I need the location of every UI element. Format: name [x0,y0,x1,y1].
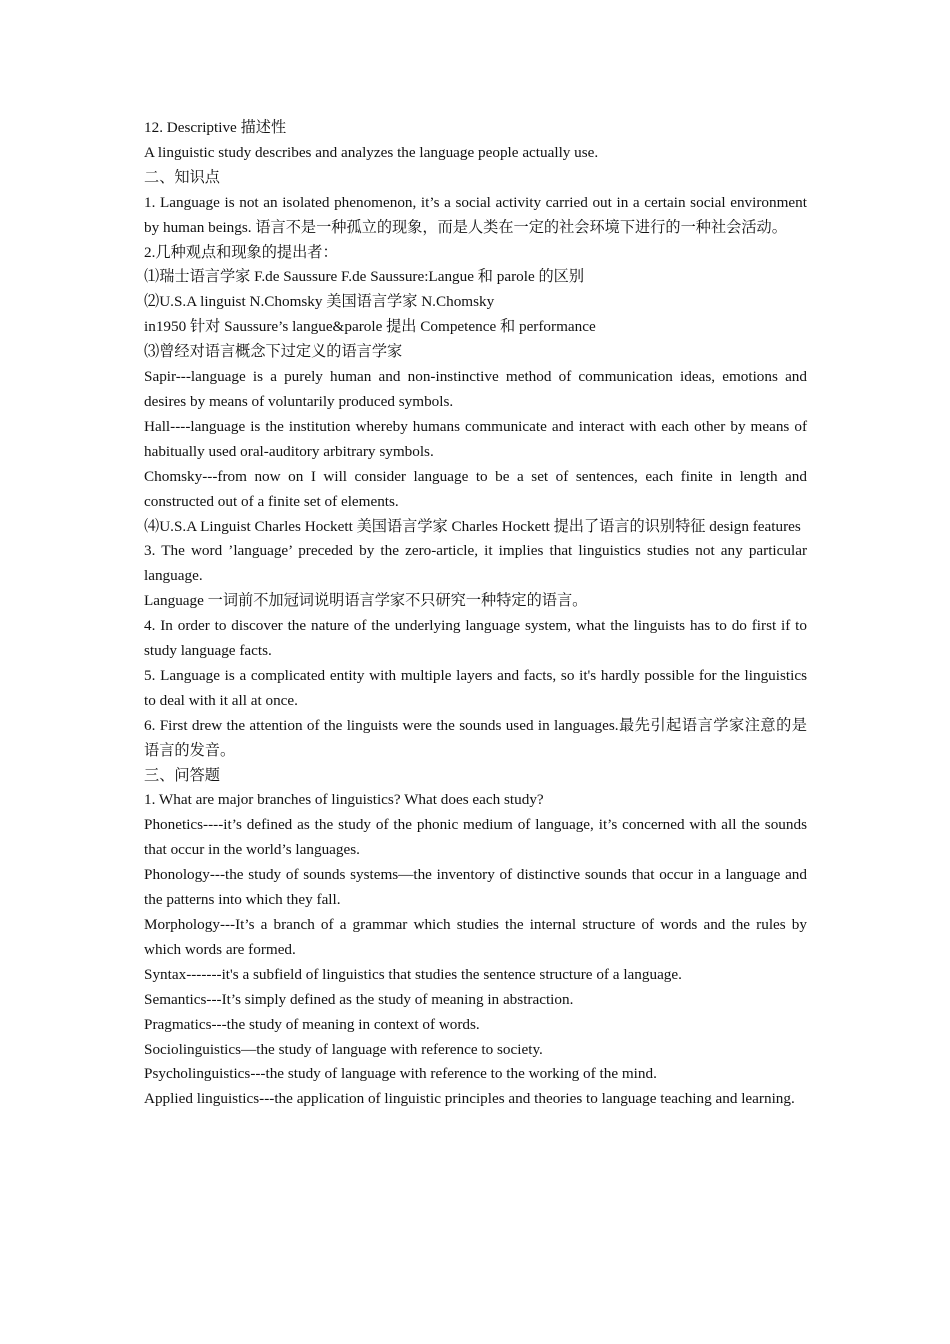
paragraph-point-5: 5. Language is a complicated entity with multiple layers and facts, so it's hardly possible for the linguistics to deal with it all at once. [144,666,807,709]
answer-pragmatics: Pragmatics---the study of meaning in context of words. [144,1015,480,1033]
section-heading-questions: 三、问答题 [144,766,220,784]
answer-phonology: Phonology---the study of sounds systems—the inventory of distinctive sounds that occur in a language and the patterns into which they fall. [144,866,807,909]
paragraph-descriptive-definition: A linguistic study describes and analyzes the language people actually use. [144,143,599,161]
answer-phonetics: Phonetics----it’s defined as the study of the phonic medium of language, it’s concerned with all the sounds that occur in the world’s languages. [144,816,807,859]
heading-descriptive: 12. Descriptive 描述性 [144,119,287,136]
answer-syntax: Syntax-------it's a subfield of linguistics that studies the sentence structure of a language. [144,965,682,983]
paragraph-point-6: 6. First drew the attention of the linguists were the sounds used in languages.最先引起语言学家注意的是语言的发音。 [144,716,807,759]
answer-semantics: Semantics---It’s simply defined as the study of meaning in abstraction. [144,990,574,1008]
answer-psycholinguistics: Psycholinguistics---the study of language with reference to the working of the mind. [144,1065,657,1083]
paragraph-saussure: ⑴瑞士语言学家 F.de Saussure F.de Saussure:Langue 和 parole 的区别 [144,268,585,286]
paragraph-chomsky: ⑵U.S.A linguist N.Chomsky 美国语言学家 N.Chomsky [144,293,495,311]
paragraph-point-3: 3. The word ’language’ preceded by the zero-article, it implies that linguistics studies not any particular language. [144,542,807,585]
answer-morphology: Morphology---It’s a branch of a grammar which studies the internal structure of words and the rules by which words are formed. [144,916,807,958]
paragraph-definers: ⑶曾经对语言概念下过定义的语言学家 [144,343,403,361]
paragraph-hall: Hall----language is the institution whereby humans communicate and interact with each other by means of habitually used oral-auditory arbitrary symbols. [144,417,807,460]
paragraph-point-2: 2.几种观点和现象的提出者： [144,243,338,261]
paragraph-point-3-chinese: Language 一词前不加冠词说明语言学家不只研究一种特定的语言。 [144,592,588,610]
paragraph-chomsky-definition: Chomsky---from now on I will consider language to be a set of sentences, each finite in length and constructed out of a finite set of elements. [144,467,807,510]
paragraph-hockett: ⑷U.S.A Linguist Charles Hockett 美国语言学家 Charles Hockett 提出了语言的识别特征 design features [144,517,801,535]
paragraph-point-1: 1. Language is not an isolated phenomenon, it’s a social activity carried out in a certain social environment by human beings. 语言不是一种孤立的现象，而是人类在一定的社会环境下进行的一种社会活动。 [144,193,807,236]
paragraph-competence-performance: in1950 针对 Saussure’s langue&parole 提出 Competence 和 performance [144,318,596,336]
answer-applied-linguistics: Applied linguistics---the application of linguistic principles and theories to language teaching and learning. [144,1090,795,1108]
document-page [144,116,807,1112]
answer-sociolinguistics: Sociolinguistics—the study of language with reference to society. [144,1040,543,1058]
paragraph-point-4: 4. In order to discover the nature of the underlying language system, what the linguists has to do first if to study language facts. [144,617,807,660]
question-1: 1. What are major branches of linguistics? What does each study? [144,791,544,809]
paragraph-sapir: Sapir---language is a purely human and non-instinctive method of communication ideas, emotions and desires by means of voluntarily produced symbols. [144,368,807,410]
section-heading-knowledge-points: 二、知识点 [144,168,220,186]
